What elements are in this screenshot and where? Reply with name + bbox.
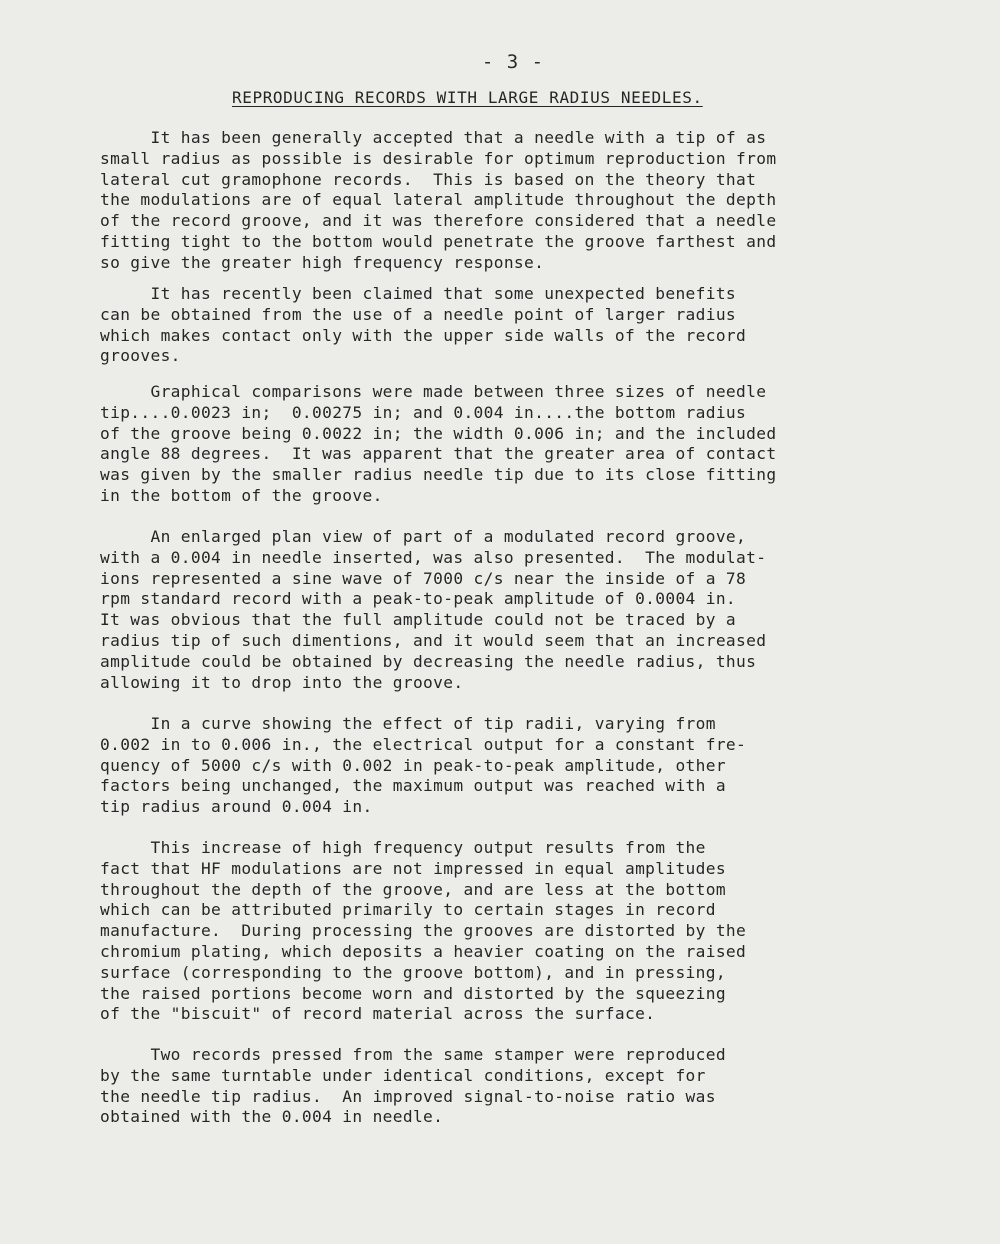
text-line: of the groove being 0.0022 in; the width 0.006 in; and the included — [100, 423, 777, 443]
text-line: It was obvious that the full amplitude could not be traced by a — [100, 610, 737, 630]
text-line: manufacture. During processing the grooves are distorted by the — [100, 921, 747, 941]
text-line: tip radius around 0.004 in. — [100, 797, 373, 817]
text-line: surface (corresponding to the groove bottom), and in pressing, — [100, 962, 726, 982]
text-line: which makes contact only with the upper side walls of the record — [100, 325, 747, 345]
text-line: tip....0.0023 in; 0.00275 in; and 0.004 in....the bottom radius — [100, 402, 747, 422]
text-line: An enlarged plan view of part of a modulated record groove, — [100, 527, 747, 546]
text-line: amplitude could be obtained by decreasing the needle radius, thus — [100, 651, 757, 671]
text-line: It has recently been claimed that some unexpected benefits — [100, 284, 737, 303]
text-line: fitting tight to the bottom would penetrate the groove farthest and — [100, 231, 777, 251]
text-line: It has been generally accepted that a needle with a tip of as — [100, 128, 767, 147]
paragraph-2 — [100, 284, 940, 367]
text-line: rpm standard record with a peak-to-peak amplitude of 0.0004 in. — [100, 589, 737, 609]
text-line: the raised portions become worn and distorted by the squeezing — [100, 983, 726, 1003]
paragraph-3 — [100, 382, 940, 507]
paragraph-6 — [100, 838, 940, 1025]
text-line: throughout the depth of the groove, and are less at the bottom — [100, 879, 726, 899]
text-line: 0.002 in to 0.006 in., the electrical output for a constant fre- — [100, 734, 747, 754]
text-line: the needle tip radius. An improved signal-to-noise ratio was — [100, 1086, 716, 1106]
text-line: angle 88 degrees. It was apparent that the greater area of contact — [100, 444, 777, 464]
paragraph-5 — [100, 714, 940, 818]
page-number: - 3 - — [481, 51, 545, 73]
text-line: was given by the smaller radius needle tip due to its close fitting — [100, 465, 777, 485]
text-line: Two records pressed from the same stamper were reproduced — [100, 1045, 726, 1064]
text-line: radius tip of such dimentions, and it would seem that an increased — [100, 630, 767, 650]
text-line: the modulations are of equal lateral amplitude throughout the depth — [100, 190, 777, 210]
text-line: In a curve showing the effect of tip radii, varying from — [100, 714, 716, 733]
paragraph-7 — [100, 1045, 940, 1128]
text-line: which can be attributed primarily to certain stages in record — [100, 900, 716, 920]
text-line: lateral cut gramophone records. This is based on the theory that — [100, 169, 757, 189]
text-line: This increase of high frequency output results from the — [100, 838, 706, 857]
text-line: of the record groove, and it was therefore considered that a needle — [100, 211, 777, 231]
text-line: allowing it to drop into the groove. — [100, 672, 464, 692]
paragraph-1 — [100, 128, 940, 274]
text-line: Graphical comparisons were made between three sizes of needle — [100, 382, 767, 401]
text-line: factors being unchanged, the maximum output was reached with a — [100, 776, 726, 796]
text-line: quency of 5000 c/s with 0.002 in peak-to-peak amplitude, other — [100, 755, 726, 775]
text-line: chromium plating, which deposits a heavier coating on the raised — [100, 941, 747, 961]
text-line: ions represented a sine wave of 7000 c/s near the inside of a 78 — [100, 568, 747, 588]
text-line: can be obtained from the use of a needle point of larger radius — [100, 304, 737, 324]
text-line: so give the greater high frequency response. — [100, 252, 545, 272]
paragraph-4 — [100, 527, 940, 693]
text-line: fact that HF modulations are not impressed in equal amplitudes — [100, 858, 726, 878]
text-line: by the same turntable under identical conditions, except for — [100, 1065, 706, 1085]
text-line: small radius as possible is desirable for optimum reproduction from — [100, 148, 777, 168]
text-line: grooves. — [100, 346, 181, 366]
text-line: with a 0.004 in needle inserted, was also presented. The modulat- — [100, 547, 767, 567]
text-line: of the "biscuit" of record material across the surface. — [100, 1004, 656, 1024]
text-line: in the bottom of the groove. — [100, 485, 383, 505]
text-line: obtained with the 0.004 in needle. — [100, 1107, 444, 1127]
document-title: REPRODUCING RECORDS WITH LARGE RADIUS NEEDLES. — [232, 88, 703, 107]
